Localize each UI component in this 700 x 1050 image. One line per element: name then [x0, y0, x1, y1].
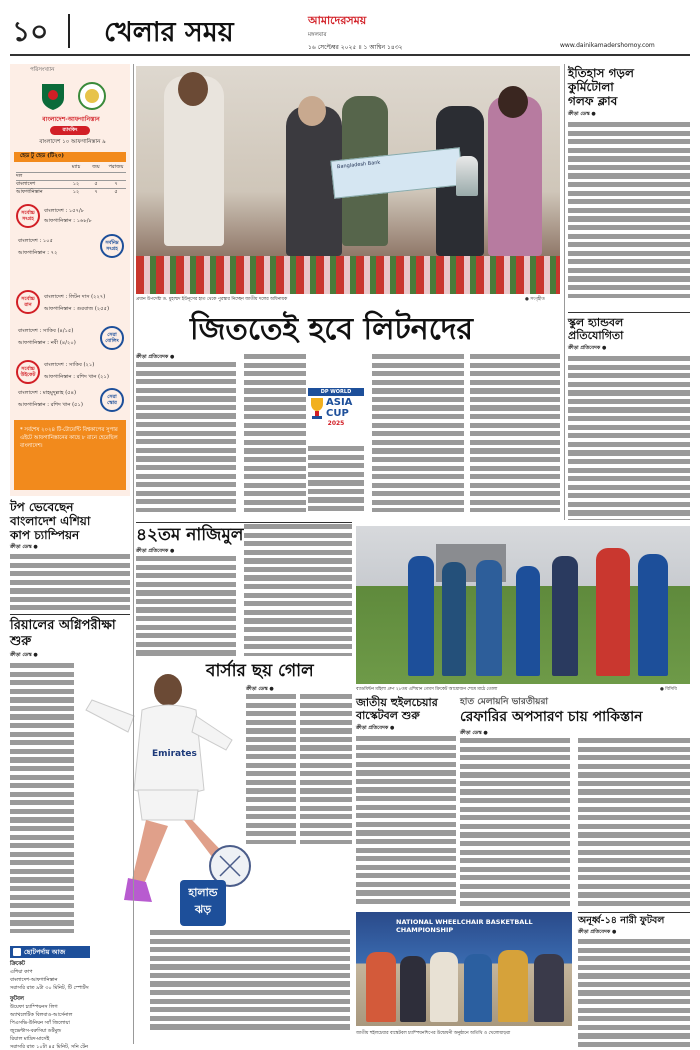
- asia-body: [10, 554, 130, 610]
- asia-cup-logo: [308, 388, 364, 442]
- story-u14: [578, 912, 690, 1046]
- most-wkts-af: আফগানিস্তান : রশিদ খান (২১): [44, 374, 109, 380]
- most-runs-bd: বাংলাদেশ : লিটন দাস (২২৭): [44, 294, 106, 300]
- t20-header-l: পরাজয়: [108, 164, 124, 170]
- main-col-1: [136, 362, 236, 512]
- woman-figure: [488, 96, 542, 256]
- best-bowl-label: সেরা বোলিং: [100, 326, 124, 350]
- t20-team: আফগানিস্তান: [16, 189, 43, 195]
- t20-w: ৫: [94, 181, 98, 187]
- nazmul-byline: ক্রীড়া প্রতিবেদক ●: [136, 548, 175, 554]
- masthead-website[interactable]: www.dainikamadershomoy.com: [560, 42, 655, 49]
- school-headline-1: স্কুল হ্যান্ডবল: [568, 316, 624, 329]
- top-photo: [136, 66, 560, 294]
- table-row: [16, 180, 126, 188]
- asia-cup-year: 2025: [327, 420, 345, 427]
- main-col-2: [244, 354, 306, 512]
- tv-cricket-label: ক্রিকেট: [10, 961, 25, 967]
- nazmul-col-2: [244, 524, 352, 656]
- t20-label-text: হেড টু হেড (টি২০): [20, 153, 65, 159]
- masthead-rule: [10, 54, 690, 56]
- brand-name: আমাদেরসময়: [308, 14, 367, 27]
- nazmul-rule: [136, 522, 352, 523]
- asia-cup-main: ASIA: [326, 397, 353, 408]
- tv-football-label: ফুটবল: [10, 996, 24, 1002]
- column-divider-2: [564, 64, 565, 520]
- t20-label: [14, 152, 126, 162]
- itihas-body: [568, 122, 690, 298]
- t20-m: ১২: [72, 189, 80, 195]
- wheelchair-headline-1: জাতীয় হুইলচেয়ার: [356, 696, 438, 709]
- haaland-tag: [180, 880, 226, 926]
- most-runs-label: সর্বোচ্চ রান: [16, 290, 40, 314]
- footballer-icon: [72, 670, 262, 910]
- player-5: [552, 556, 578, 676]
- main-byline: ক্রীড়া প্রতিবেদক ●: [136, 354, 175, 360]
- mid-photo: [356, 526, 690, 684]
- haaland-line-2: ঝড়: [194, 903, 212, 916]
- t20-header-row: [16, 164, 126, 172]
- bottom-banner: NATIONAL WHEELCHAIR BASKETBALL CHAMPIONSHIP: [396, 918, 533, 934]
- u14-body: [578, 939, 690, 1047]
- trophy-icon: [456, 156, 478, 196]
- most-wkts-label: সর্বোচ্চ উইকেট: [16, 360, 40, 384]
- referee-headline: রেফারির অপসারণ চায় পাকিস্তান: [460, 709, 643, 725]
- asia-headline-1: টপ ভেবেছেন: [10, 500, 74, 514]
- tv-title-box: [10, 946, 90, 958]
- story-referee: [460, 696, 690, 910]
- top-photo-caption: প্রধান উপদেষ্টা ড. মুহাম্মদ ইউনূসের হাত থেকে পুরস্কার নিচ্ছেন জাতীয় দলের অধিনায়ক: [136, 297, 288, 302]
- acb-logo: [78, 82, 106, 110]
- bottom-photo-caption: জাতীয় হুইলচেয়ার বাস্কেটবল চ্যাম্পিয়নশিপের উদ্বোধনী অনুষ্ঠানে অতিথি ও খেলোয়াড়রা: [356, 1031, 511, 1036]
- t20-l: ৫: [114, 189, 118, 195]
- highest-label: সর্বোচ্চ সংগ্রহ: [16, 204, 40, 228]
- asia-headline-2: বাংলাদেশ এশিয়া: [10, 514, 91, 528]
- school-byline: ক্রীড়া প্রতিবেদক ●: [568, 345, 607, 351]
- player-2: [442, 562, 466, 676]
- itihas-headline-3: গলফ ক্লাব: [568, 94, 618, 108]
- tv-today: [10, 946, 146, 1050]
- story-nazmul: [136, 524, 352, 654]
- main-col-3: [308, 446, 364, 512]
- school-body: [568, 356, 690, 520]
- svg-text:Emirates: Emirates: [152, 749, 197, 759]
- most-runs-af: আফগানিস্তান : গুরবাজ (২৫৫): [44, 306, 109, 312]
- story-asia: [10, 500, 130, 610]
- top-scorer-af: আফগানিস্তান : রশিদ খান (৫১): [18, 402, 83, 408]
- top-scorer-label: সেরা স্কোর: [100, 388, 124, 412]
- t20-header-m: ম্যাচ: [71, 164, 81, 170]
- bottom-photo: [356, 912, 572, 1026]
- wheelchair-headline-2: বাস্কেটবল শুরু: [356, 709, 420, 722]
- referee-kicker: হাত মেলায়নি ভারতীয়রা: [460, 697, 549, 707]
- tv-football-time: সরাসরি রাত ১০টা ৪৫ মিনিট, সনি টেন: [10, 1044, 89, 1050]
- barca-col-2: [300, 694, 352, 844]
- t20-l: ৭: [114, 181, 118, 187]
- lowest-af: আফগানিস্তান : ৭২: [18, 250, 58, 256]
- woman-head: [498, 86, 528, 118]
- group-1: [366, 952, 396, 1022]
- group-6: [534, 954, 564, 1022]
- tv-football-line1: অ্যাথলেটিক বিলবাও-আর্সেনাল: [10, 1012, 73, 1018]
- real-byline: ক্রীড়া ডেস্ক ●: [10, 652, 38, 658]
- story-wheelchair: [356, 696, 456, 906]
- player-head: [178, 72, 208, 106]
- best-bowl-bd: বাংলাদেশ : সাকিব (৪/১৫): [18, 328, 74, 334]
- section-title: খেলার সময়: [104, 17, 234, 48]
- t20-table: [16, 164, 126, 196]
- table-row: [16, 172, 126, 180]
- bcb-logo: [40, 82, 66, 110]
- column-divider-1: [133, 64, 134, 1044]
- itihas-byline: ক্রীড়া ডেস্ক ●: [568, 111, 596, 117]
- player-4: [516, 566, 540, 676]
- haaland-line-1: হালান্ড: [188, 886, 218, 899]
- lowest-label: সর্বনিম্ন সংগ্রহ: [100, 234, 124, 258]
- tv-football-line2: পিএসভি-উনিয়ন স্যাঁ জিলোয়া: [10, 1020, 70, 1026]
- sidebar-section-label: পরিসংখ্যান: [30, 67, 55, 73]
- nazmul-headline: ৪২তম নাজিমুল: [136, 525, 244, 545]
- referee-col-1: [460, 738, 570, 910]
- highest-af: আফগানিস্তান : ১৬৮/৮: [44, 218, 92, 224]
- highest-bd: বাংলাদেশ : ১৫৭/৮: [44, 208, 85, 214]
- asia-byline: ক্রীড়া ডেস্ক ●: [10, 544, 38, 550]
- wheelchair-byline: ক্রীড়া প্রতিবেদক ●: [356, 725, 395, 731]
- referee-col-2: [578, 738, 690, 910]
- main-col-5: [470, 354, 560, 512]
- best-bowl-af: আফগানিস্তান : নবী (৪/২০): [18, 340, 76, 346]
- tv-cricket-match: বাংলাদেশ-আফগানিস্তান: [10, 977, 58, 983]
- real-body: [10, 663, 74, 933]
- asia-cup-top: DP WORLD: [308, 388, 364, 396]
- match-title: বাংলাদেশ-আফগানিস্তান: [42, 116, 100, 123]
- player-1: [408, 556, 434, 676]
- itihas-headline-2: কুর্মিটোলা: [568, 80, 614, 94]
- referee-byline: ক্রীড়া ডেস্ক ●: [460, 730, 488, 736]
- ranking-label: র‍্যাংকিং: [50, 126, 90, 135]
- group-5: [498, 950, 528, 1022]
- t20-team: বাংলাদেশ: [16, 181, 36, 187]
- top-scorer-bd: বাংলাদেশ : মাহমুদুল্লাহ (৫৪): [18, 390, 76, 396]
- mid-photo-caption: ব্যাডমিন্টন মহিলা গ্রুপ ২৮তম এশিয়ান গেমস ক্রিকেট আয়োজন শেষে মাঠে তোলা: [356, 687, 498, 692]
- group-4: [464, 954, 492, 1022]
- masthead-date: ১৬ সেপ্টেম্বর ২০২৫ ॥ ১ আশ্বিন ১৪৩২: [308, 44, 403, 51]
- player-3: [476, 560, 502, 676]
- ranking-line: বাংলাদেশ ১০ আফগানিস্তান ৯: [39, 139, 106, 145]
- real-rule: [10, 614, 130, 615]
- masthead-divider: [68, 14, 70, 48]
- nazmul-col-1: [136, 556, 236, 656]
- group-2: [400, 956, 426, 1022]
- masthead-day: মঙ্গলবার: [308, 32, 327, 38]
- tv-icon: [13, 948, 21, 956]
- lowest-bd: বাংলাদেশ : ১০৫: [18, 238, 54, 244]
- page-number: ১০: [12, 15, 49, 48]
- story-itihas: [568, 66, 690, 306]
- t20-header-w: জয়: [92, 164, 100, 170]
- group-3: [430, 952, 458, 1022]
- real-headline: রিয়ালের অগ্নিপরীক্ষা শুরু: [10, 618, 116, 649]
- mid-photo-credit: ● বিসিবি: [660, 687, 677, 692]
- tv-football-event: উয়েফা চ্যাম্পিয়নস লিগ: [10, 1004, 58, 1010]
- flower-row: [136, 256, 560, 294]
- t20-m: ১২: [72, 181, 80, 187]
- tv-cricket-time: সরাসরি রাত ৯টা ৩০ মিনিট, টি স্পোর্টস: [10, 985, 89, 991]
- main-headline: জিততেই হবে লিটনদের: [190, 312, 474, 347]
- tv-football-line3: জুভেন্টাস-বরুসিয়া ডর্টমুন্ড: [10, 1028, 62, 1034]
- trophy-mark-icon: [308, 396, 326, 420]
- player-7: [638, 554, 668, 676]
- itihas-headline-1: ইতিহাস গড়ল: [568, 66, 634, 80]
- guest-head: [298, 96, 326, 126]
- t20-team: দল: [16, 173, 23, 179]
- u14-rule: [578, 912, 690, 913]
- story-school: [568, 312, 690, 520]
- barca-byline: ক্রীড়া ডেস্ক ●: [246, 686, 274, 692]
- main-col-4: [372, 354, 464, 512]
- tv-title: ছোটপর্দায় আজ: [24, 948, 66, 956]
- main-story-body: [136, 354, 560, 514]
- u14-headline: অনূর্ধ্ব-১৪ নারী ফুটবল: [578, 915, 665, 926]
- stats-sidebar: [10, 64, 130, 496]
- masthead: [0, 0, 700, 60]
- haaland-body: [150, 930, 350, 1030]
- footballer-cutout: [72, 670, 262, 910]
- table-row: [16, 188, 126, 196]
- asia-headline-3: কাপ চ্যাম্পিয়ন: [10, 528, 80, 542]
- barca-headline: বার্সার ছয় গোল: [206, 661, 314, 681]
- tv-football-line4: রিয়াল মাদ্রিদ-মার্সেই: [10, 1036, 50, 1042]
- u14-byline: ক্রীড়া প্রতিবেদক ●: [578, 929, 617, 935]
- school-headline-2: প্রতিযোগিতা: [568, 329, 624, 342]
- wheelchair-body: [356, 736, 456, 904]
- t20-w: ৭: [94, 189, 98, 195]
- sidebar-note-box: [14, 420, 126, 490]
- asia-cup-main2: CUP: [326, 408, 349, 419]
- player-6: [596, 548, 630, 676]
- cheque-bank-text: Bangladesh Bank: [336, 159, 381, 171]
- school-rule: [568, 312, 690, 313]
- most-wkts-bd: বাংলাদেশ : সাকিব (২১): [44, 362, 95, 368]
- top-photo-credit: ● সংগৃহীত: [525, 297, 545, 302]
- tv-cricket-event: এশিয়া কাপ: [10, 969, 33, 975]
- sidebar-note: * সর্বশেষ ২০২৪ টি-টোয়েন্টি বিশ্বকাপের সুপার এইটে আফগানিস্তানের কাছে ৮ রানে হেরেছিল বাংলাদেশ।: [20, 427, 118, 449]
